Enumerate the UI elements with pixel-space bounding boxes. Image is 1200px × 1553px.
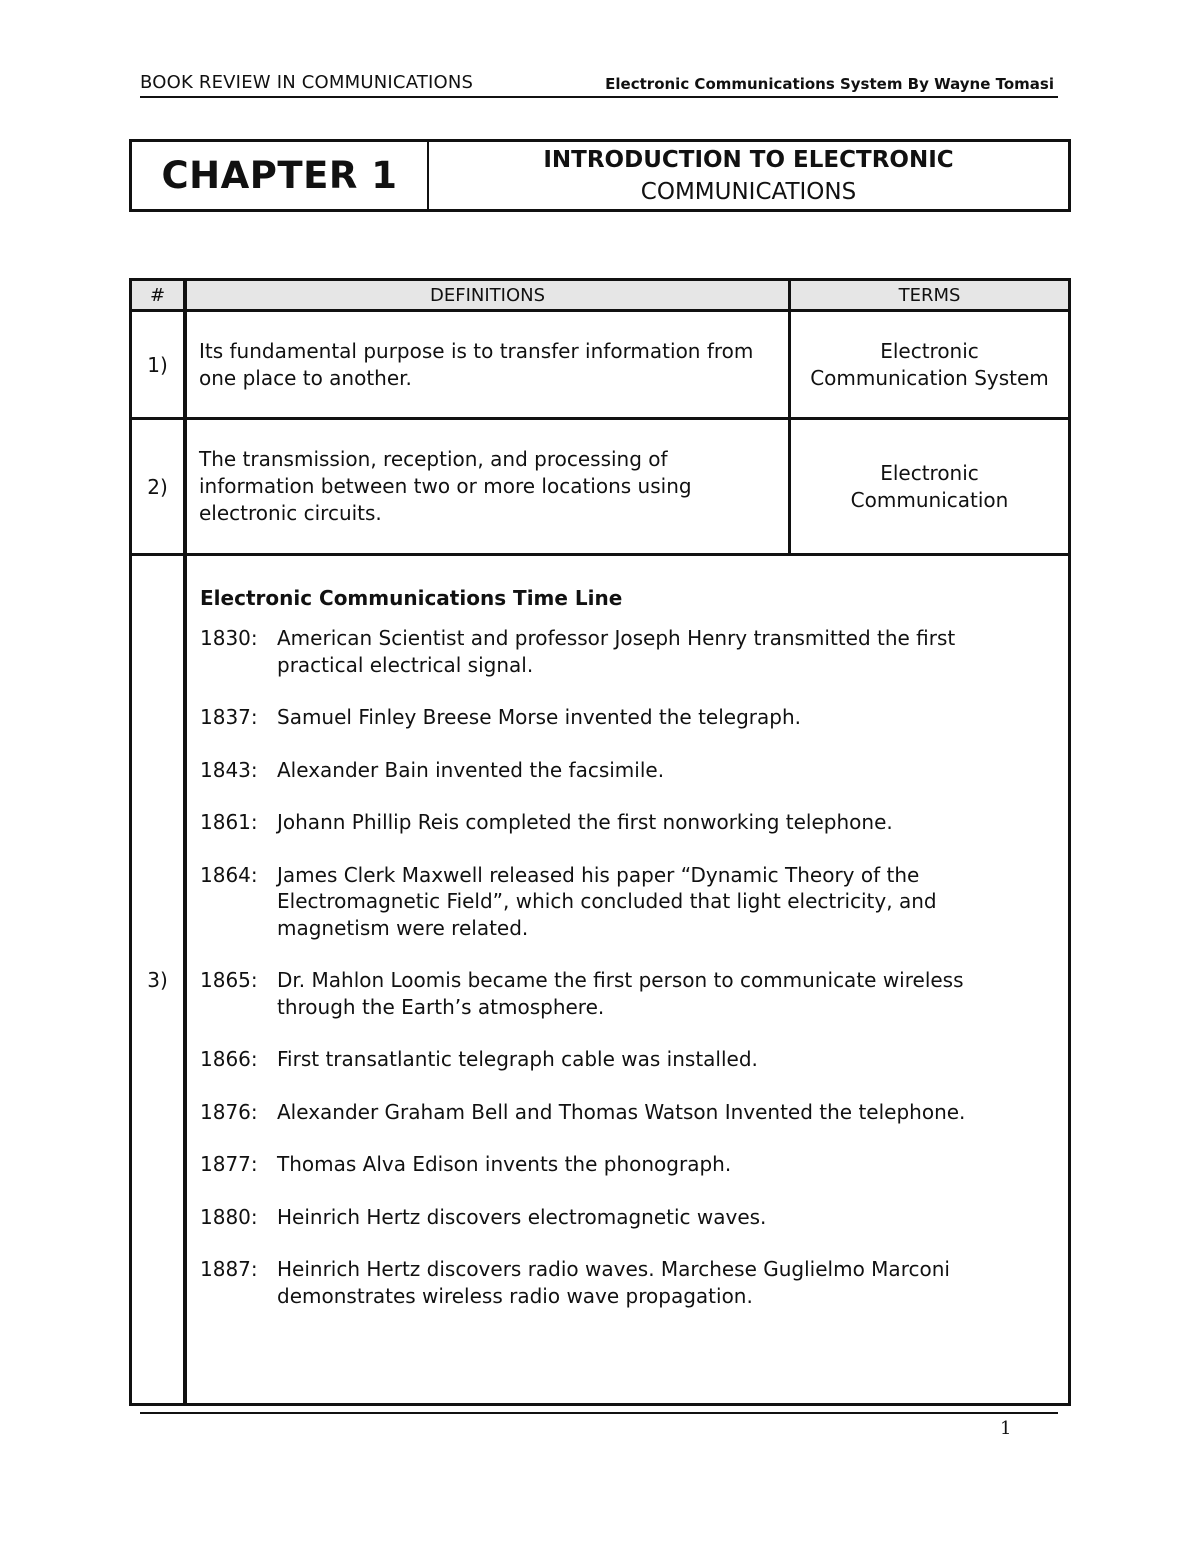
row-number: 3) — [132, 556, 187, 1403]
chapter-banner — [129, 139, 1071, 212]
timeline-year: 1843: — [200, 757, 258, 782]
timeline-year: 1830: — [200, 626, 258, 650]
timeline-content — [187, 556, 1068, 1403]
row-term — [791, 420, 1068, 553]
header-book-title: BOOK REVIEW IN COMMUNICATIONS — [140, 72, 474, 93]
timeline-item — [200, 1099, 1068, 1126]
timeline-item — [200, 809, 1068, 836]
term-text: Electronic Communication — [850, 460, 1009, 512]
row-number: 2) — [132, 420, 187, 553]
header-source-title: Electronic Communications System By Wayne Tomasi — [605, 75, 1054, 93]
timeline-item — [200, 862, 1068, 942]
timeline-item — [200, 757, 1068, 784]
timeline-item — [200, 1204, 1068, 1231]
timeline-item — [200, 967, 1068, 1020]
row-number: 1) — [132, 312, 187, 417]
definition-text: Its fundamental purpose is to transfer information from one place to another. — [199, 338, 754, 390]
timeline-title: Electronic Communications Time Line — [200, 586, 623, 610]
timeline-year: 1877: — [200, 1152, 258, 1176]
page-number: 1 — [1000, 1418, 1012, 1439]
column-header-terms: TERMS — [898, 284, 961, 306]
column-header-number: # — [132, 281, 187, 309]
timeline-year: 1865: — [200, 968, 258, 992]
timeline-year: 1864: — [200, 862, 258, 887]
timeline-year: 1880: — [200, 1204, 258, 1229]
row-term — [791, 312, 1068, 417]
table-row — [132, 312, 1068, 420]
definitions-table — [129, 278, 1071, 1406]
table-row — [132, 420, 1068, 556]
chapter-label: CHAPTER 1 — [132, 142, 429, 209]
timeline-item — [200, 1256, 1068, 1309]
timeline-text: Samuel Finley Breese Morse invented the telegraph. — [277, 705, 801, 729]
timeline-text: Alexander Graham Bell and Thomas Watson Invented the telephone. — [277, 1099, 966, 1124]
chapter-title-line2: COMMUNICATIONS — [640, 178, 857, 205]
column-header-definitions: DEFINITIONS — [187, 281, 791, 309]
timeline-item — [200, 625, 1068, 678]
timeline-text: Alexander Bain invented the facsimile. — [277, 757, 665, 782]
timeline-text: First transatlantic telegraph cable was installed. — [277, 1047, 758, 1071]
timeline-year: 1876: — [200, 1099, 258, 1124]
timeline-list — [200, 625, 1068, 1309]
term-text: Electronic Communication System — [810, 338, 1049, 390]
timeline-text: Heinrich Hertz discovers radio waves. Marchese Guglielmo Marconi demonstrates wireless radio wave propagation. — [277, 1257, 950, 1308]
timeline-text: Dr. Mahlon Loomis became the first person to communicate wireless through the Earth’s atmosphere. — [277, 968, 964, 1019]
table-header-row — [132, 281, 1068, 312]
timeline-year: 1861: — [200, 810, 258, 834]
chapter-title — [429, 142, 1068, 209]
timeline-item — [200, 1151, 1068, 1178]
timeline-year: 1837: — [200, 705, 258, 729]
table-row-timeline — [132, 556, 1068, 1403]
timeline-text: Heinrich Hertz discovers electromagnetic waves. — [277, 1204, 767, 1229]
timeline-text: Thomas Alva Edison invents the phonograph. — [277, 1152, 732, 1176]
timeline-item — [200, 1046, 1068, 1073]
timeline-item — [200, 704, 1068, 731]
timeline-text: James Clerk Maxwell released his paper “Dynamic Theory of the Electromagnetic Field”, which concluded that light electricity, and magnetism were related. — [277, 862, 937, 940]
timeline-year: 1887: — [200, 1257, 258, 1281]
row-definition — [187, 312, 791, 417]
chapter-title-line1: INTRODUCTION TO ELECTRONIC — [543, 146, 954, 173]
footer-divider — [140, 1412, 1058, 1414]
row-definition — [187, 420, 791, 553]
timeline-text: American Scientist and professor Joseph Henry transmitted the first practical electrical signal. — [277, 626, 956, 677]
definition-text: The transmission, reception, and processing of information between two or more locations using electronic circuits. — [199, 447, 692, 525]
timeline-year: 1866: — [200, 1047, 258, 1071]
timeline-text: Johann Phillip Reis completed the first nonworking telephone. — [277, 810, 893, 834]
header-divider — [140, 96, 1058, 98]
